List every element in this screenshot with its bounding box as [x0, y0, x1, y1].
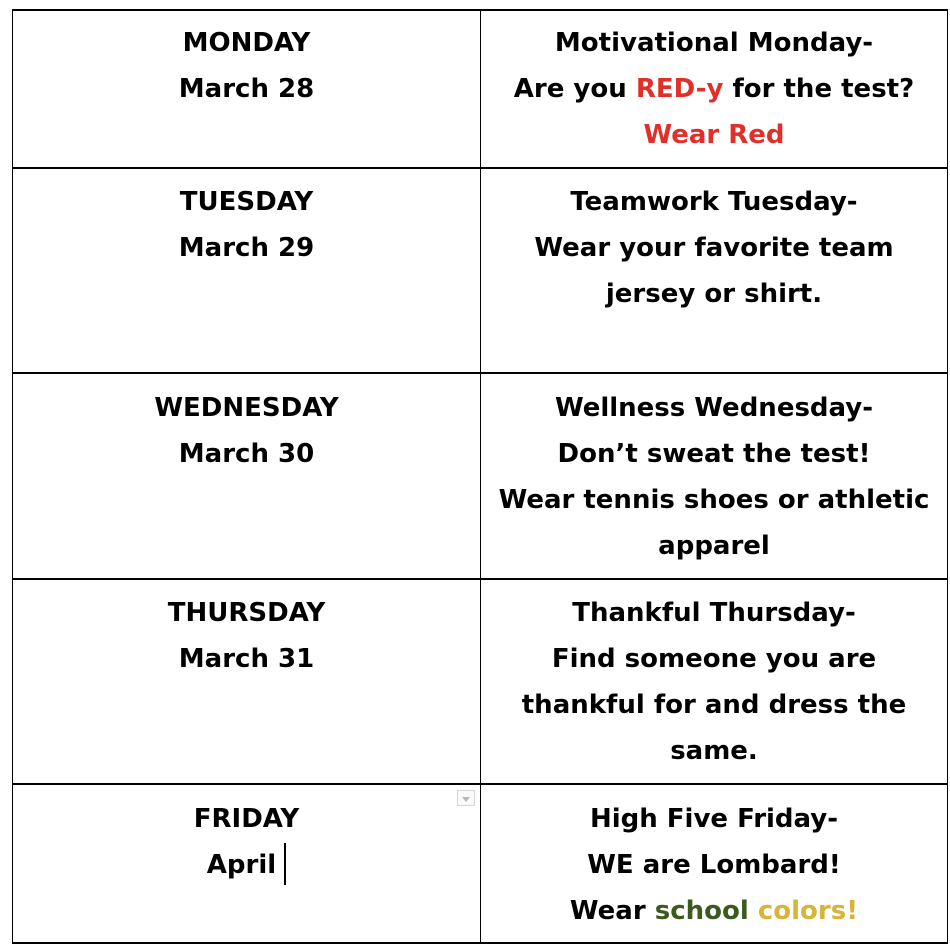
theme-description: Find someone you are	[551, 644, 877, 674]
day-name: WEDNESDAY	[154, 393, 339, 423]
table-row-tuesday-day-cell[interactable]	[13, 179, 480, 271]
theme-title: High Five Friday-	[589, 804, 839, 834]
theme-title: Wellness Wednesday-	[554, 393, 874, 423]
text-cursor-icon	[284, 843, 286, 885]
theme-description: Wear your favorite team	[534, 233, 894, 263]
day-date: April	[206, 850, 277, 880]
theme-description: Don’t sweat the test!	[557, 439, 871, 469]
table-row-friday-theme-cell[interactable]	[481, 796, 947, 934]
day-date-with-cursor	[13, 842, 480, 888]
text-run: Are you	[513, 74, 636, 104]
day-name: THURSDAY	[167, 598, 326, 628]
text-run: Wear	[569, 896, 655, 926]
table-row-monday-day-cell[interactable]	[13, 20, 480, 112]
day-date: March 29	[178, 233, 315, 263]
text-run: for the test?	[723, 74, 915, 104]
table-row-thursday-day-cell[interactable]	[13, 590, 480, 682]
theme-description: WE are Lombard!	[587, 850, 841, 880]
text-run	[749, 896, 758, 926]
theme-title: Thankful Thursday-	[572, 598, 856, 628]
theme-description: Wear tennis shoes or athletic	[498, 485, 930, 515]
theme-description: apparel	[658, 531, 770, 561]
theme-description: same.	[670, 736, 758, 766]
green-text: school	[654, 896, 749, 926]
theme-description: thankful for and dress the	[521, 690, 907, 720]
theme-title: Motivational Monday-	[554, 28, 874, 58]
dress-instruction	[481, 888, 947, 934]
day-date: March 28	[178, 74, 315, 104]
table-row-monday-theme-cell[interactable]	[481, 20, 947, 158]
theme-description: jersey or shirt.	[605, 279, 823, 309]
day-name: MONDAY	[182, 28, 311, 58]
day-date: March 31	[178, 644, 315, 674]
dress-instruction: Wear Red	[643, 120, 785, 150]
table-row-thursday-theme-cell[interactable]	[481, 590, 947, 774]
table-border-right	[947, 10, 948, 943]
gold-text: colors!	[757, 896, 859, 926]
day-date: March 30	[178, 439, 315, 469]
table-row-tuesday-theme-cell[interactable]	[481, 179, 947, 317]
table-row-wednesday-day-cell[interactable]	[13, 385, 480, 477]
table-row-wednesday-theme-cell[interactable]	[481, 385, 947, 569]
theme-description	[481, 66, 947, 112]
day-name: TUESDAY	[179, 187, 314, 217]
theme-title: Teamwork Tuesday-	[570, 187, 858, 217]
table-row-friday-day-cell[interactable]	[13, 796, 480, 888]
highlight-text: RED-y	[635, 74, 724, 104]
day-name: FRIDAY	[193, 804, 300, 834]
